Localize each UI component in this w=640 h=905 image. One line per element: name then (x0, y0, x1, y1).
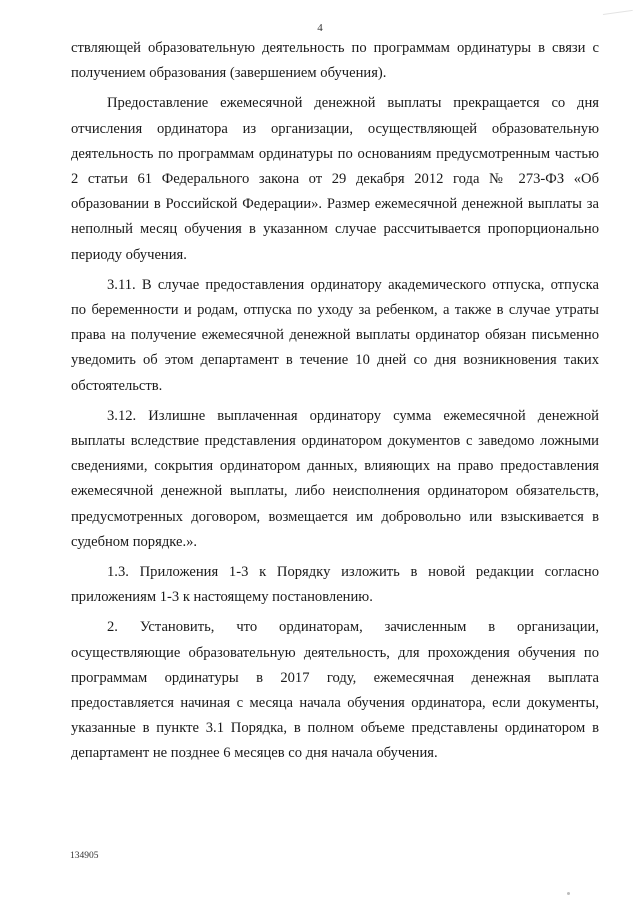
scan-artifact-dot (567, 892, 570, 895)
page-number: 4 (317, 22, 323, 34)
paragraph-1-3: 1.3. Приложения 1-3 к Порядку изложить в новой редакции согласно приложениям 1-3 к настоящему постановлению. (71, 564, 599, 606)
document-body (71, 36, 599, 767)
paragraph-payment-termination: Предоставление ежемесячной денежной выплаты прекращается со дня отчисления ординатора из организации, осуществляющей образовательную деятельность по программам ординатуры по основаниям предусмотренным частью 2 статьи 61 Федерального закона от 29 декабря 2012 года № 273-ФЗ «Об образовании в Российской Федерации». Размер ежемесячной денежной выплаты за неполный месяц обучения в указанном случае рассчитывается пропорционально периоду обучения. (71, 95, 599, 263)
paragraph-2: 2. Установить, что ординаторам, зачисленным в организации, осуществляющие образовательную деятельность, для прохождения обучения по программам ординатуры в 2017 году, ежемесячная денежная выплата предоставляется начиная с месяца начала обучения ординатора, если документы, указанные в пункте 3.1 Порядка, в полном объеме представлены ординатором в департамент не позднее 6 месяцев со дня начала обучения. (71, 619, 599, 762)
document-code: 134905 (70, 851, 99, 861)
paragraph-3-12: 3.12. Излишне выплаченная ординатору сумма ежемесячной денежной выплаты вследствие представления ординатором документов с заведомо ложными сведениями, сокрытия ординатором данных, влияющих на право предоставления ежемесячной денежной выплаты, либо неисполнения ординатором обязательств, предусмотренных договором, возмещается им добровольно или взыскивается в судебном порядке.». (71, 407, 599, 550)
paragraph-continuation: ствляющей образовательную деятельность по программам ординатуры в связи с получением образования (завершением обучения). (71, 40, 599, 82)
scan-artifact (601, 0, 633, 15)
paragraph-3-11: 3.11. В случае предоставления ординатору академического отпуска, отпуска по беременности и родам, отпуска по уходу за ребенком, а также в случае утраты права на получение ежемесячной денежной выплаты ординатор обязан письменно уведомить об этом департамент в течение 10 дней со дня возникновения таких обстоятельств. (71, 276, 599, 394)
